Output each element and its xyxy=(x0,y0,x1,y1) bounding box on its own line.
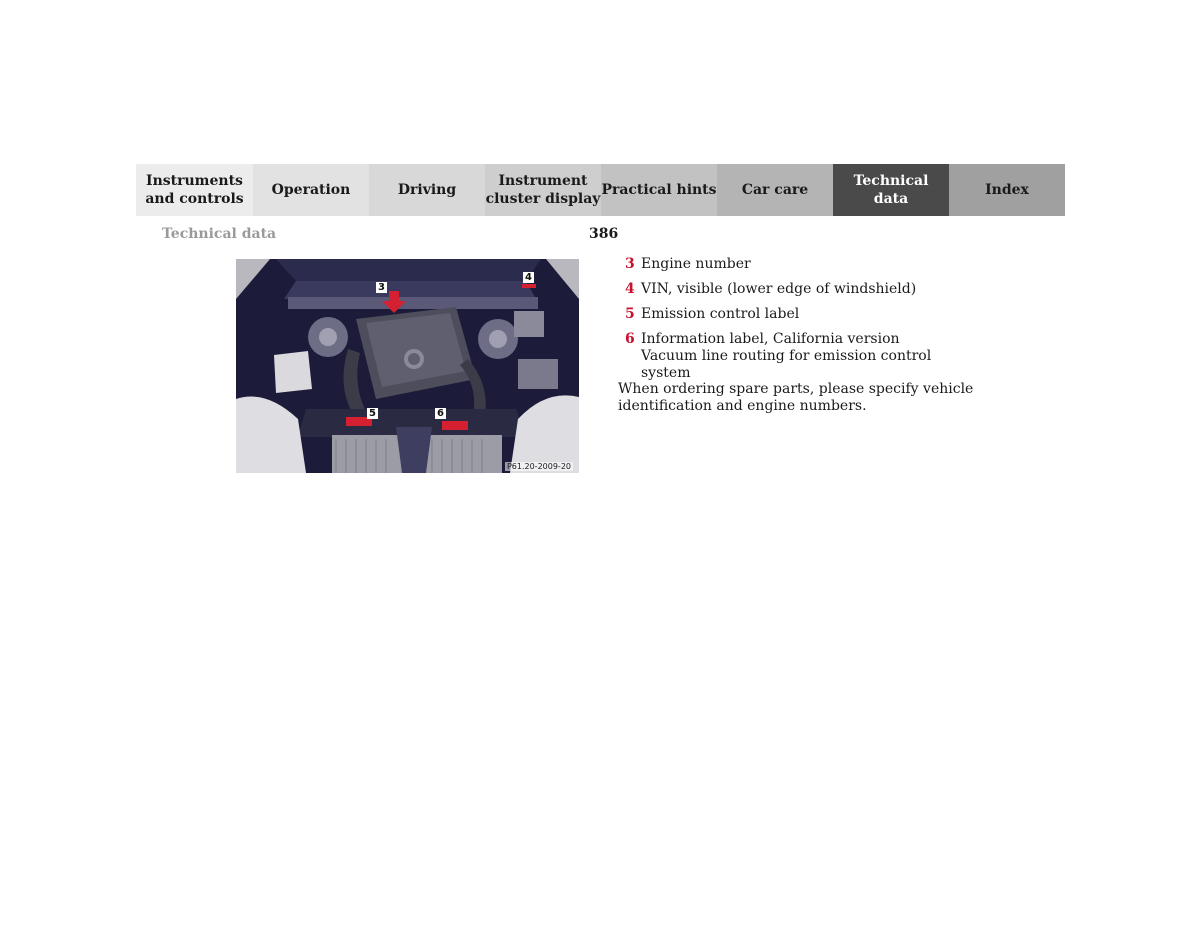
item-number: 3 xyxy=(625,256,635,272)
tab-label: Index xyxy=(985,182,1029,198)
tab-label: Operation xyxy=(271,182,351,198)
section-title: Technical data xyxy=(162,226,277,242)
tab-practical-hints[interactable] xyxy=(601,164,717,216)
item-number: 4 xyxy=(625,281,635,297)
list-item xyxy=(618,281,978,298)
item-line: Information label, California version xyxy=(641,331,900,347)
engine-compartment-illustration xyxy=(236,259,579,473)
item-text xyxy=(641,281,978,298)
tab-operation[interactable] xyxy=(253,164,369,216)
tab-label: Car care xyxy=(741,182,809,198)
item-text xyxy=(641,306,978,323)
tab-label: Driving xyxy=(397,182,457,198)
tab-label: Practical hints xyxy=(601,182,717,198)
list-item xyxy=(618,306,978,323)
tab-label: Technical data xyxy=(853,173,929,207)
chapter-tabs xyxy=(136,164,1065,216)
spare-parts-note: When ordering spare parts, please specify vehicle identification and engine numbers. xyxy=(618,381,974,414)
tab-label: Instruments and controls xyxy=(145,173,244,207)
engine-compartment-drawing xyxy=(236,259,579,473)
list-item xyxy=(618,256,978,273)
tab-driving[interactable] xyxy=(369,164,485,216)
item-number: 5 xyxy=(625,306,635,322)
item-line: Vacuum line routing for emission control system xyxy=(641,348,932,381)
callout-5: 5 xyxy=(369,408,376,419)
page-number: 386 xyxy=(589,226,619,242)
tab-label: Instrument cluster display xyxy=(485,173,601,207)
tab-technical-data[interactable] xyxy=(833,164,949,216)
legend-list xyxy=(618,256,978,390)
item-text xyxy=(641,256,978,273)
item-number: 6 xyxy=(625,331,635,347)
tab-instrument-cluster-display[interactable] xyxy=(485,164,601,216)
list-item xyxy=(618,331,978,382)
item-text xyxy=(641,331,978,382)
tab-instruments-and-controls[interactable] xyxy=(136,164,253,216)
item-line: Engine number xyxy=(641,256,751,272)
callout-3: 3 xyxy=(378,282,385,293)
tab-index[interactable] xyxy=(949,164,1065,216)
callout-4: 4 xyxy=(525,272,532,283)
item-line: Emission control label xyxy=(641,306,800,322)
item-line: VIN, visible (lower edge of windshield) xyxy=(641,281,917,297)
figure-code: P61.20-2009-20 xyxy=(506,462,571,471)
callout-6: 6 xyxy=(437,408,444,419)
tab-car-care[interactable] xyxy=(717,164,833,216)
